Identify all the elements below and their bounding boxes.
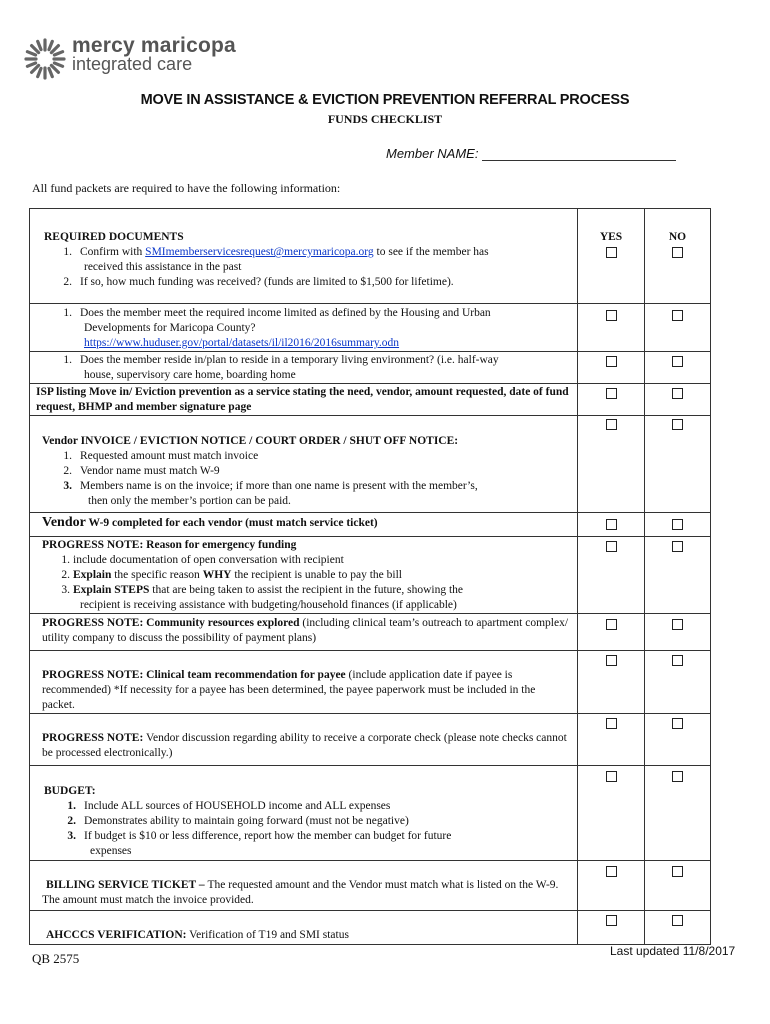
- member-name-line[interactable]: [482, 147, 676, 161]
- emergency-funding-heading: PROGRESS NOTE: Reason for emergency funding: [42, 539, 297, 551]
- no-checkbox[interactable]: [672, 310, 683, 321]
- no-checkbox[interactable]: [672, 718, 683, 729]
- yes-checkbox[interactable]: [606, 771, 617, 782]
- form-id: QB 2575: [32, 951, 80, 966]
- no-checkbox[interactable]: [672, 619, 683, 630]
- table-row: PROGRESS NOTE: Vendor discussion regarding ability to receive a corporate check (please note checks cannot be processed electronically.): [30, 714, 711, 766]
- budget-heading: BUDGET:: [44, 785, 96, 797]
- yes-checkbox[interactable]: [606, 541, 617, 552]
- member-name-label: Member NAME:: [386, 146, 479, 161]
- table-row: 1. Does the member reside in/plan to reside in a temporary living environment? (i.e. half-way house, supervisory care home, boarding home: [30, 352, 711, 384]
- table-row: PROGRESS NOTE: Reason for emergency funding 1. include documentation of open conversation with recipient 2. Explain the specific reason WHY the recipient is unable to pay the bill 3. Explain STEPS that are being taken to assist the recipient in the future, showing the recipient is receiving assistance with budgeting/household finances (if applicable): [30, 537, 711, 614]
- yes-checkbox[interactable]: [606, 356, 617, 367]
- checklist-table: [29, 208, 711, 945]
- yes-checkbox[interactable]: [606, 718, 617, 729]
- required-documents-heading: REQUIRED DOCUMENTS: [44, 231, 184, 243]
- yes-checkbox[interactable]: [606, 866, 617, 877]
- table-row: [30, 384, 711, 416]
- yes-checkbox[interactable]: [606, 619, 617, 630]
- yes-checkbox[interactable]: [606, 247, 617, 258]
- no-checkbox[interactable]: [672, 655, 683, 666]
- isp-listing-text: ISP listing Move in/ Eviction prevention as a service stating the need, vendor, amount requested, date of fund request, BHMP and member signature page: [30, 384, 578, 416]
- yes-checkbox[interactable]: [606, 419, 617, 430]
- page-title: MOVE IN ASSISTANCE & EVICTION PREVENTION REFERRAL PROCESS: [140, 92, 630, 108]
- yes-checkbox[interactable]: [606, 519, 617, 530]
- table-row: 1. Does the member meet the required income limited as defined by the Housing and Urban Developments for Maricopa County? https://www.huduser.gov/portal/datasets/il/il2016/2016summary.odn: [30, 304, 711, 352]
- yes-column-header: YES: [599, 231, 623, 243]
- no-checkbox[interactable]: [672, 866, 683, 877]
- table-row: REQUIRED DOCUMENTS 1. Confirm with SMImemberservicesrequest@mercymaricopa.org to see if the member has received this assistance in the past 2. If so, how much funding was received? (funds are limited to $1,500 for lifetime). YES NO: [30, 209, 711, 304]
- no-checkbox[interactable]: [672, 388, 683, 399]
- no-checkbox[interactable]: [672, 915, 683, 926]
- table-row: BUDGET: 1. Include ALL sources of HOUSEHOLD income and ALL expenses 2. Demonstrates ability to maintain going forward (must not be negative) 3. If budget is $10 or less difference, report how the member can budget for future expenses: [30, 766, 711, 861]
- table-row: PROGRESS NOTE: Clinical team recommendation for payee (include application date if payee is recommended) *If necessity for a payee has been determined, the payee paperwork must be included in the packet.: [30, 651, 711, 714]
- brand-tagline: integrated care: [72, 54, 193, 74]
- no-checkbox[interactable]: [672, 419, 683, 430]
- table-row: AHCCCS VERIFICATION: Verification of T19 and SMI status: [30, 911, 711, 945]
- yes-checkbox[interactable]: [606, 388, 617, 399]
- page-subtitle: FUNDS CHECKLIST: [327, 112, 443, 126]
- logo: [22, 36, 236, 82]
- no-checkbox[interactable]: [672, 247, 683, 258]
- yes-checkbox[interactable]: [606, 915, 617, 926]
- no-checkbox[interactable]: [672, 519, 683, 530]
- yes-checkbox[interactable]: [606, 310, 617, 321]
- intro-text: All fund packets are required to have the following information:: [32, 181, 341, 195]
- mercy-maricopa-logo-icon: [22, 36, 68, 82]
- vendor-invoice-heading: Vendor INVOICE / EVICTION NOTICE / COURT ORDER / SHUT OFF NOTICE:: [42, 435, 459, 447]
- no-checkbox[interactable]: [672, 771, 683, 782]
- member-services-email-link[interactable]: SMImemberservicesrequest@mercymaricopa.org: [145, 246, 374, 258]
- no-checkbox[interactable]: [672, 541, 683, 552]
- member-name-field[interactable]: [386, 146, 676, 161]
- no-checkbox[interactable]: [672, 356, 683, 367]
- yes-checkbox[interactable]: [606, 655, 617, 666]
- last-updated: Last updated 11/8/2017: [610, 944, 736, 958]
- no-column-header: NO: [668, 231, 687, 243]
- table-row: PROGRESS NOTE: Community resources explored (including clinical team’s outreach to apartment complex/ utility company to discuss the possibility of payment plans): [30, 614, 711, 651]
- table-row: Vendor W-9 completed for each vendor (must match service ticket): [30, 513, 711, 537]
- huduser-link[interactable]: https://www.huduser.gov/portal/datasets/il/il2016/2016summary.odn: [84, 337, 400, 349]
- table-row: Vendor INVOICE / EVICTION NOTICE / COURT ORDER / SHUT OFF NOTICE: 1. Requested amount must match invoice 2. Vendor name must match W-9 3. Members name is on the invoice; if more than one name is present with the member’s, then only the member’s portion can be paid.: [30, 416, 711, 513]
- brand-name: mercy maricopa: [72, 34, 236, 57]
- table-row: BILLING SERVICE TICKET – The requested amount and the Vendor must match what is listed on the W-9. The amount must match the invoice provided.: [30, 861, 711, 911]
